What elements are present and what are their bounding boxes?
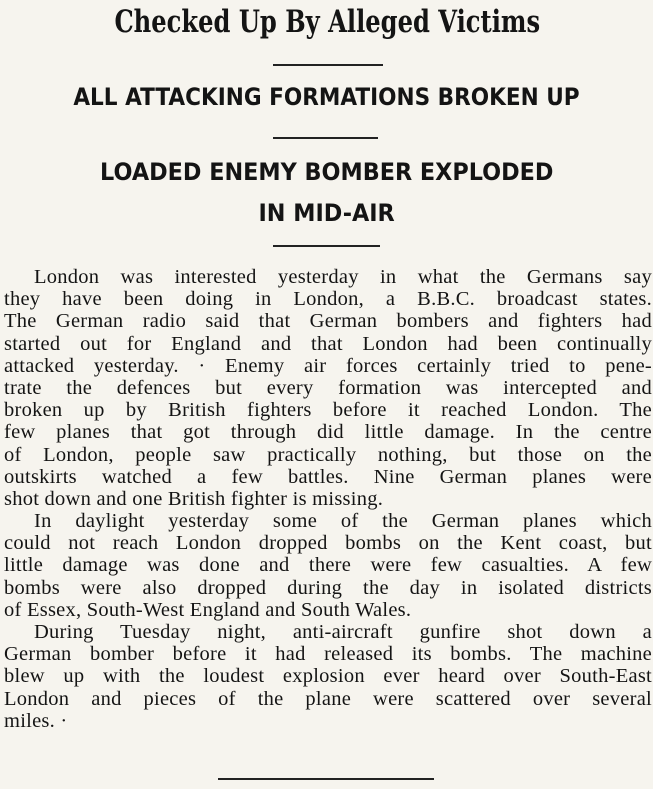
headline-divider bbox=[273, 137, 378, 139]
text-line: blew up with the loudest explosion ever heard over South-East bbox=[4, 665, 652, 688]
text-line: In daylight yesterday some of the German planes which bbox=[34, 510, 652, 533]
text-line: trate the defences but every formation was intercepted and bbox=[4, 376, 652, 399]
tertiary-headline-line-1: LOADED ENEMY BOMBER EXPLODED bbox=[100, 158, 554, 186]
article-paragraph-1 bbox=[4, 266, 652, 510]
main-headline: Checked Up By Alleged Victims bbox=[114, 4, 541, 40]
tertiary-headline-line-2: IN MID-AIR bbox=[258, 199, 395, 227]
text-line: German bomber before it had released its bombs. The machine bbox=[4, 643, 652, 666]
article-paragraph-3 bbox=[4, 621, 652, 732]
text-line: London was interested yesterday in what the Germans say bbox=[34, 266, 652, 288]
text-line: of Essex, South-West England and South Wales. bbox=[4, 598, 412, 621]
text-line: broken up by British fighters before it reached London. The bbox=[4, 399, 652, 422]
headline-divider bbox=[273, 245, 380, 247]
text-line: London and pieces of the plane were scattered over several bbox=[4, 687, 652, 710]
article-body bbox=[4, 266, 652, 732]
text-line: started out for England and that London had been continually bbox=[4, 332, 652, 355]
text-line: attacked yesterday. · Enemy air forces certainly tried to pene- bbox=[4, 354, 652, 377]
text-line: could not reach London dropped bombs on the Kent coast, but bbox=[4, 532, 652, 555]
text-line: little damage was done and there were few casualties. A few bbox=[4, 554, 652, 577]
text-line: they have been doing in London, a B.B.C. broadcast states. bbox=[4, 288, 652, 311]
text-line: outskirts watched a few battles. Nine German planes were bbox=[4, 465, 652, 488]
text-line: of London, people saw practically nothing, but those on the bbox=[4, 443, 652, 466]
text-line: The German radio said that German bombers and fighters had bbox=[4, 310, 652, 333]
headline-divider bbox=[273, 64, 383, 66]
article-paragraph-2 bbox=[4, 510, 652, 621]
text-line: few planes that got through did little damage. In the centre bbox=[4, 421, 652, 444]
end-divider bbox=[218, 778, 434, 780]
text-line: shot down and one British fighter is missing. bbox=[4, 487, 384, 510]
text-line: miles. · bbox=[4, 709, 68, 732]
secondary-headline: ALL ATTACKING FORMATIONS BROKEN UP bbox=[73, 83, 580, 111]
text-line: During Tuesday night, anti-aircraft gunfire shot down a bbox=[34, 621, 652, 643]
text-line: bombs were also dropped during the day in isolated districts bbox=[4, 576, 652, 599]
